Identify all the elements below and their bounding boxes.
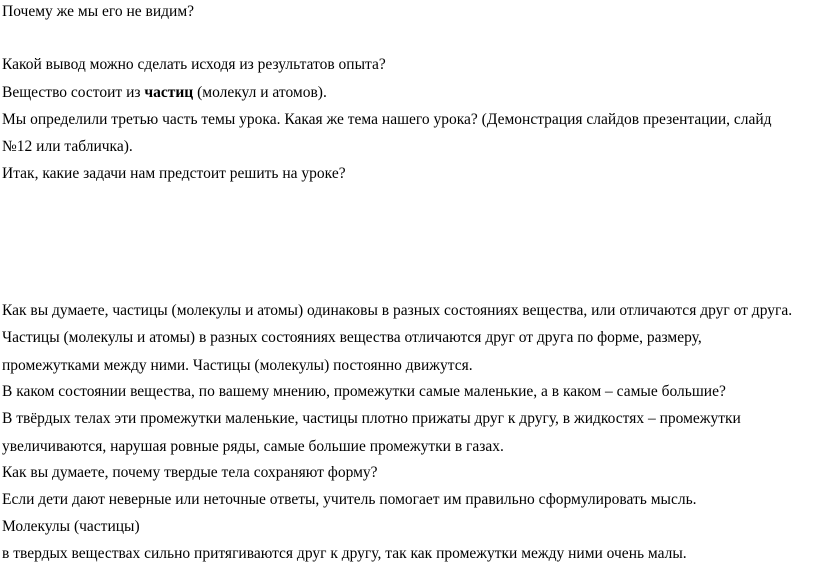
bold-word-particles: частиц	[144, 84, 194, 101]
text-line-question: Почему же мы его не видим?	[2, 3, 195, 20]
text-line-solids-shape-question: Как вы думаете, почему твердые тела сохраняют форму?	[2, 464, 378, 481]
text-line-particles-question: Как вы думаете, частицы (молекулы и атомы) одинаковы в разных состояниях вещества, или отличаются друг от друга.	[2, 302, 793, 319]
text-line-gaps-question: В каком состоянии вещества, по вашему мнению, промежутки самые маленькие, а в каком – самые большие?	[2, 383, 726, 400]
text-line-particles-move: промежутками между ними. Частицы (молекулы) постоянно движутся.	[2, 357, 473, 374]
text-line-substance-particles: Вещество состоит из частиц (молекул и атомов).	[2, 84, 327, 101]
text-line-conclusion-question: Какой вывод можно сделать исходя из результатов опыта?	[2, 56, 386, 73]
text-line-teacher-helps: Если дети дают неверные или неточные ответы, учитель помогает им правильно сформулировать мысль.	[2, 491, 697, 508]
text-line-lesson-topic: Мы определили третью часть темы урока. Какая же тема нашего урока? (Демонстрация слайдов презентации, слайд	[2, 111, 772, 128]
text-line-solids-gaps: В твёрдых телах эти промежутки маленькие, частицы плотно прижаты друг к другу, в жидкостях – промежутки	[2, 410, 741, 427]
text-line-slide-number: №12 или табличка).	[2, 138, 133, 155]
text-line-particles-differ: Частицы (молекулы и атомы) в разных состояниях вещества отличаются друг от друга по форме, размеру,	[2, 329, 702, 346]
text-line-liquids-gases: увеличиваются, нарушая ровные ряды, самые большие промежутки в газах.	[2, 438, 504, 455]
text-line-molecules: Молекулы (частицы)	[2, 518, 140, 535]
text-line-lesson-tasks: Итак, какие задачи нам предстоит решить на уроке?	[2, 165, 346, 182]
text-line-solids-attraction: в твердых веществах сильно притягиваются друг к другу, так как промежутки между ними очень малы.	[2, 545, 687, 562]
